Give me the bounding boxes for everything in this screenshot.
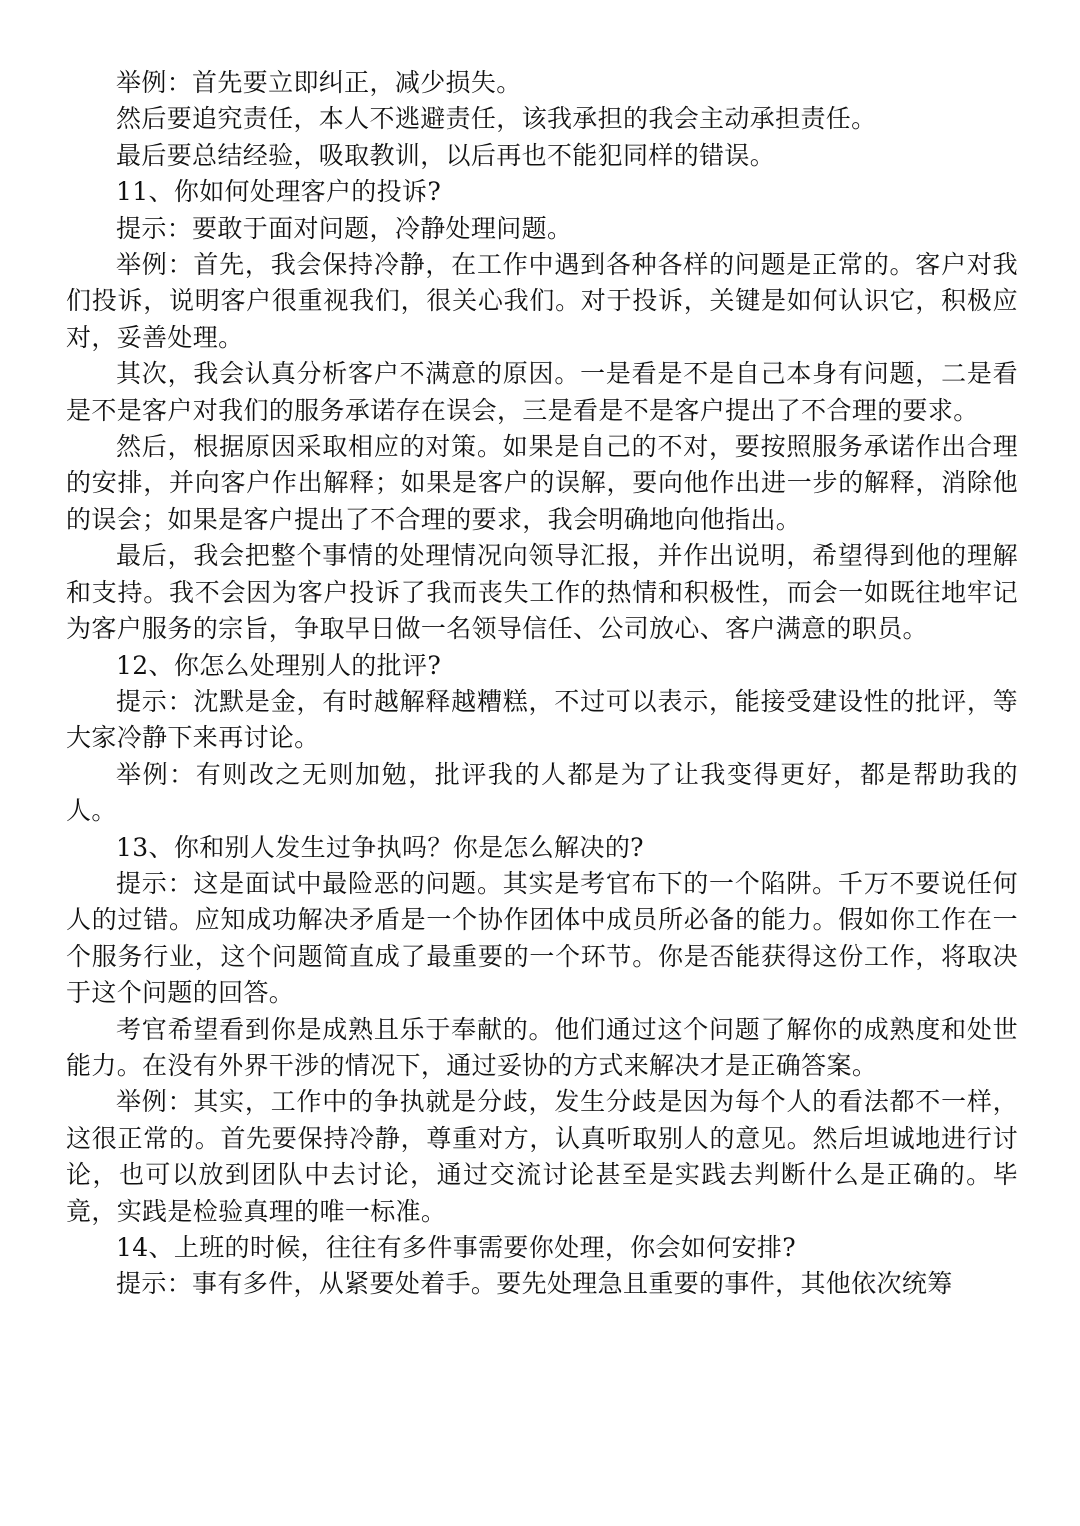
question-heading: 14、上班的时候，往往有多件事需要你处理，你会如何安排?	[116, 1233, 797, 1262]
paragraph: 提示：沈默是金，有时越解释越糟糕，不过可以表示，能接受建设性的批评，等大家冷静下来再讨论。	[66, 686, 1018, 753]
paragraph: 考官希望看到你是成熟且乐于奉献的。他们通过这个问题了解你的成熟度和处世能力。在没有外界干涉的情况下，通过妥协的方式来解决才是正确答案。	[66, 1014, 1018, 1080]
paragraph: 最后，我会把整个事情的处理情况向领导汇报，并作出说明，希望得到他的理解和支持。我不会因为客户投诉了我而丧失工作的热情和积极性，而会一如既往地牢记为客户服务的宗旨，争取早日做一名领导信任、公司放心、客户满意的职员。	[66, 541, 1018, 644]
question-heading: 11、你如何处理客户的投诉?	[116, 177, 442, 207]
paragraph: 举例：有则改之无则加勉，批评我的人都是为了让我变得更好，都是帮助我的人。	[66, 759, 1018, 826]
paragraph: 举例：首先，我会保持冷静，在工作中遇到各种各样的问题是正常的。客户对我们投诉，说明客户很重视我们，很关心我们。对于投诉，关键是如何认识它，积极应对，妥善处理。	[66, 250, 1018, 352]
document-body	[66, 65, 1018, 1303]
paragraph: 其次，我会认真分析客户不满意的原因。一是看是不是自己本身有问题，二是看是不是客户对我们的服务承诺存在误会，三是看是不是客户提出了不合理的要求。	[66, 359, 1018, 425]
paragraph: 提示：这是面试中最险恶的问题。其实是考官布下的一个陷阱。千万不要说任何人的过错。应知成功解决矛盾是一个协作团体中成员所必备的能力。假如你工作在一个服务行业，这个问题简直成了最重要的一个环节。你是否能获得这份工作，将取决于这个问题的回答。	[66, 868, 1018, 1008]
paragraph: 然后要追究责任，本人不逃避责任，该我承担的我会主动承担责任。	[116, 104, 877, 134]
question-heading: 13、你和别人发生过争执吗？你是怎么解决的?	[116, 832, 644, 862]
paragraph: 最后要总结经验，吸取教训，以后再也不能犯同样的错误。	[116, 140, 776, 170]
paragraph: 提示：事有多件，从紧要处着手。要先处理急且重要的事件，其他依次统筹	[116, 1269, 953, 1299]
paragraph: 举例：其实，工作中的争执就是分歧，发生分歧是因为每个人的看法都不一样，这很正常的。首先要保持冷静，尊重对方，认真听取别人的意见。然后坦诚地进行讨论，也可以放到团队中去讨论，通过交流讨论甚至是实践去判断什么是正确的。毕竟，实践是检验真理的唯一标准。	[66, 1087, 1018, 1226]
paragraph: 举例：首先要立即纠正，减少损失。	[116, 68, 522, 97]
question-heading: 12、你怎么处理别人的批评?	[116, 650, 442, 680]
paragraph: 然后，根据原因采取相应的对策。如果是自己的不对，要按照服务承诺作出合理的安排，并向客户作出解释；如果是客户的误解，要向他作出进一步的解释，消除他的误会；如果是客户提出了不合理的要求，我会明确地向他指出。	[66, 432, 1018, 534]
paragraph: 提示：要敢于面对问题，冷静处理问题。	[116, 213, 573, 243]
